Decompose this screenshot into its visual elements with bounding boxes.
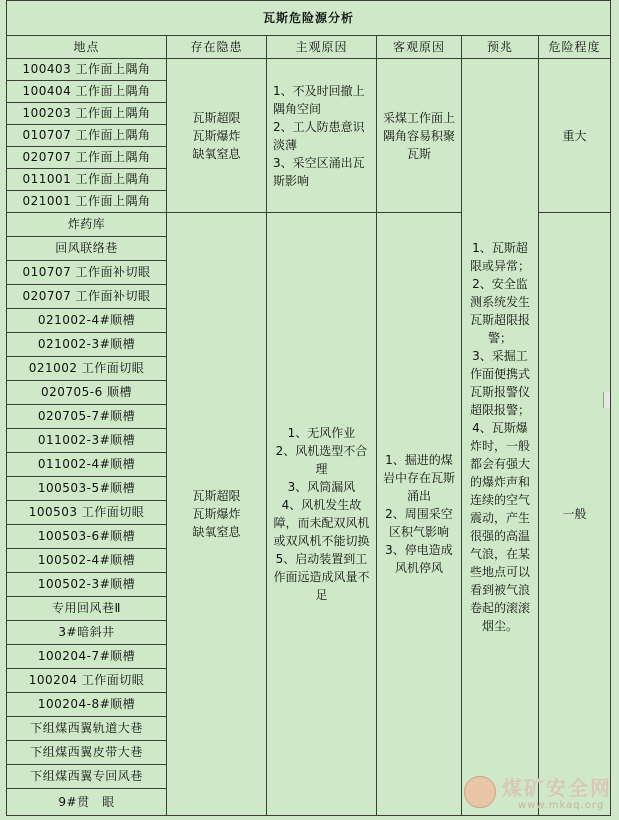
location-cell: 100203 工作面上隅角 (7, 103, 167, 125)
location-cell: 020705-7#顺槽 (7, 405, 167, 429)
location-cell: 021002-3#顺槽 (7, 333, 167, 357)
location-cell: 100503 工作面切眼 (7, 501, 167, 525)
subjective-cause-cell: 1、无风作业 2、风机选型不合理 3、风筒漏风 4、风机发生故障，而未配双风机或双风机不能切换 5、启动装置到工作面远造成风量不足 (267, 213, 377, 816)
location-cell: 021001 工作面上隅角 (7, 191, 167, 213)
location-cell: 020705-6 顺槽 (7, 381, 167, 405)
objective-cause-cell: 1、掘进的煤岩中存在瓦斯涌出 2、周围采空区积气影响 3、停电造成风机停风 (377, 213, 462, 816)
location-cell: 011002-3#顺槽 (7, 429, 167, 453)
hazard-table (6, 0, 611, 816)
location-cell: 011001 工作面上隅角 (7, 169, 167, 191)
location-cell: 3#暗斜井 (7, 621, 167, 645)
location-cell: 100403 工作面上隅角 (7, 59, 167, 81)
table-title: 瓦斯危险源分析 (7, 1, 611, 36)
location-cell: 下组煤西翼轨道大巷 (7, 717, 167, 741)
column-header: 客观原因 (377, 36, 462, 59)
column-header: 存在隐患 (167, 36, 267, 59)
location-cell: 100204 工作面切眼 (7, 669, 167, 693)
location-cell: 020707 工作面上隅角 (7, 147, 167, 169)
location-cell: 021002-4#顺槽 (7, 309, 167, 333)
column-header: 地点 (7, 36, 167, 59)
location-cell: 回风联络巷 (7, 237, 167, 261)
scrollbar-handle[interactable] (603, 392, 610, 408)
hazard-analysis-document (6, 0, 610, 814)
danger-level-cell: 一般 (539, 213, 611, 816)
location-cell: 020707 工作面补切眼 (7, 285, 167, 309)
objective-cause-cell: 采煤工作面上隅角容易积聚瓦斯 (377, 59, 462, 213)
subjective-cause-cell: 1、不及时回撤上隅角空间 2、工人防患意识淡薄 3、采空区涌出瓦斯影响 (267, 59, 377, 213)
location-cell: 专用回风巷Ⅱ (7, 597, 167, 621)
table-row (7, 59, 611, 81)
location-cell: 100204-7#顺槽 (7, 645, 167, 669)
location-cell: 下组煤西翼专回风巷 (7, 765, 167, 789)
location-cell: 100404 工作面上隅角 (7, 81, 167, 103)
location-cell: 021002 工作面切眼 (7, 357, 167, 381)
location-cell: 100502-4#顺槽 (7, 549, 167, 573)
location-cell: 9#贯 眼 (7, 789, 167, 816)
hazard-cell: 瓦斯超限 瓦斯爆炸 缺氧窒息 (167, 59, 267, 213)
watermark-url: www.mkaq.org (518, 800, 605, 811)
location-cell: 100502-3#顺槽 (7, 573, 167, 597)
danger-level-cell: 重大 (539, 59, 611, 213)
location-cell: 011002-4#顺槽 (7, 453, 167, 477)
location-cell: 100204-8#顺槽 (7, 693, 167, 717)
location-cell: 炸药库 (7, 213, 167, 237)
hazard-cell: 瓦斯超限 瓦斯爆炸 缺氧窒息 (167, 213, 267, 816)
mine-logo-icon (464, 776, 496, 808)
location-cell: 下组煤西翼皮带大巷 (7, 741, 167, 765)
watermark-name: 煤矿安全网 (502, 776, 612, 800)
column-header: 预兆 (462, 36, 539, 59)
location-cell: 010707 工作面上隅角 (7, 125, 167, 147)
watermark-logo (462, 768, 619, 818)
column-header: 主观原因 (267, 36, 377, 59)
location-cell: 010707 工作面补切眼 (7, 261, 167, 285)
omen-cell: 1、瓦斯超限或异常； 2、安全监测系统发生瓦斯超限报警； 3、采掘工作面便携式瓦斯报警仪超限报警； 4、瓦斯爆炸时，一般都会有强大的爆炸声和连续的空气震动，产生很强的高温气浪，在某些地点可以看到被气浪卷起的滚滚烟尘。 (462, 59, 539, 816)
location-cell: 100503-5#顺槽 (7, 477, 167, 501)
location-cell: 100503-6#顺槽 (7, 525, 167, 549)
column-header: 危险程度 (539, 36, 611, 59)
